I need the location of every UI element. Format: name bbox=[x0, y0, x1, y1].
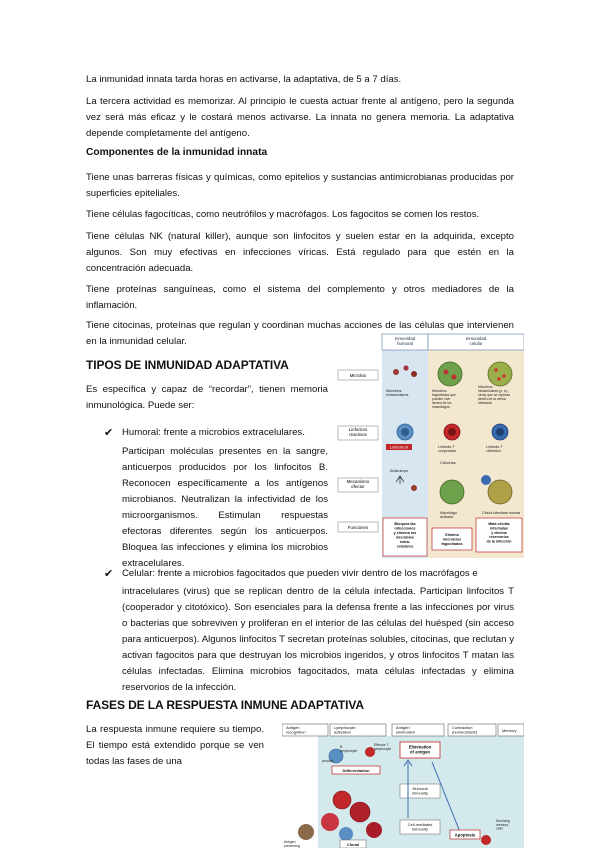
label-clonal: Clonal bbox=[346, 842, 360, 847]
bullet-cellular-body: intracelulares (virus) que se replican dentro de la célula infectada. Participan linfocitos T (cooperador y citotóxico). Son esenciales para la defensa frente a las infecciones por virus o bacterias que sobreviven y proliferan en el interior de las células del huésped (sin acceso para anticuerpos). Algunos linfocitos T secretan proteínas solubles, citocinas, que reclutan y activan fagocitos para que destruyan los microbios ingeridos, y otros linfocitos T matan las células infectadas. Elimina microbios fagocitados, mata células infectadas y elimina reservorios de la infección. bbox=[122, 586, 514, 693]
label-differentiation: Differentiation bbox=[342, 767, 370, 773]
caption-phagocytosed: Microbios fagocitados que pueden vivir dentro de los macrófagos bbox=[432, 389, 456, 409]
heading-response-phases: FASES DE LA RESPUESTA INMUNE ADAPTATIVA bbox=[86, 698, 364, 712]
label-elimination-antigen: Elimination of antigen bbox=[408, 744, 432, 755]
apoptotic-cell bbox=[481, 835, 491, 845]
phase-contraction: Contraction (homeostasis) bbox=[452, 725, 478, 735]
caption-intracellular: Microbios intracelulares (p. ej., virus) que se replican dentro de la célula infectada bbox=[478, 385, 511, 405]
figure-adaptive-immunity-types bbox=[336, 332, 524, 560]
label-b-cell: Linfocito B bbox=[390, 445, 408, 450]
label-surviving-memory: Surviving memory cells bbox=[496, 819, 510, 831]
label-antibody: Anticuerpo bbox=[390, 469, 409, 473]
paragraph-response-time: La respuesta inmune requiere su tiempo. El tiempo está extendido porque se ven todas las fases de una bbox=[86, 724, 264, 767]
label-cytokines: Citocinas bbox=[440, 461, 456, 465]
paragraph-nk-cells: Tiene células NK (natural killer), aunque son linfocitos y suelen estar en la adquirida, excepto algunos. Son muy efectivas en infecciones víricas. Está regulado para que estén en la concentración adecuada. bbox=[86, 231, 514, 274]
row-label-mechanism: Mecanismo efector bbox=[346, 479, 370, 489]
figure-response-phases bbox=[282, 722, 524, 848]
paragraph-phagocytes: Tiene células fagocíticas, como neutrófilos y macrófagos. Los fagocitos se comen los restos. bbox=[86, 209, 480, 220]
phase-elimination: Antigen elimination bbox=[396, 725, 416, 735]
col-header-cellular: Inmunidad celular bbox=[465, 336, 487, 346]
paragraph-cytokines: Tiene citocinas, proteínas que regulan y coordinan muchas acciones de las células que intervienen en la inmunidad celular. bbox=[86, 320, 514, 347]
heading-adaptive-types: TIPOS DE INMUNIDAD ADAPTATIVA bbox=[86, 358, 289, 372]
phase-activation: Lymphocyte activation bbox=[334, 725, 356, 735]
paragraph-blood-proteins: Tiene proteínas sanguíneas, como el sistema del complemento y otros mediadores de la inflamación. bbox=[86, 284, 514, 311]
phase-memory: Memory bbox=[502, 728, 517, 733]
caption-extracellular: Microbios extracelulares bbox=[386, 389, 409, 397]
heading-innate-components: Componentes de la inmunidad innata bbox=[86, 147, 268, 158]
label-cell-mediated: Cell-mediated immunity bbox=[407, 822, 433, 832]
check-icon: ✔ bbox=[104, 427, 114, 439]
paragraph-innate-timing: La inmunidad innata tarda horas en activarse, la adaptativa, de 5 a 7 días. bbox=[86, 74, 402, 85]
row-label-functions: Funciones bbox=[347, 525, 369, 530]
label-humoral-immunity: Humoral immunity bbox=[411, 786, 429, 796]
function-phagocytosed: Elimina microbios fagocitados bbox=[441, 533, 463, 546]
bullet-humoral-title: Humoral: frente a microbios extracelulares. bbox=[122, 427, 305, 438]
label-apoptosis: Apoptosis bbox=[454, 832, 476, 838]
row-label-microbe: Microbio bbox=[349, 373, 367, 378]
label-t-helper: Linfocito T cooperador bbox=[438, 445, 457, 453]
function-cellular: Mata células infectadas y elimina reservorios de la infección bbox=[486, 522, 512, 544]
label-t-cytotoxic: Linfocito T citotóxico bbox=[486, 445, 503, 453]
label-activated-macrophage: Macrófago activado bbox=[440, 511, 457, 519]
label-effector: Effector T lymphocyte bbox=[374, 743, 392, 751]
label-antigen-presenting: Antigen presenting bbox=[284, 840, 300, 848]
bullet-cellular-title: Celular: frente a microbios fagocitados que pueden vivir dentro de los macrófagos e bbox=[122, 568, 478, 579]
label-b-lymphocyte: B lymphocyte bbox=[340, 745, 358, 753]
label-dead-cell: Célula infectada muerta bbox=[482, 511, 520, 515]
label-product: product bbox=[322, 759, 334, 763]
bullet-humoral-body: Participan moléculas presentes en la sangre, anticuerpos producidos por los linfocitos B. Reconocen específicamente a los antígenos microbianos. Neutralizan la infectividad de los microorganismos. Estimulan respuestas efectoras diferentes según los anticuerpos. Bloquea las infecciones y elimina los microbios extracelulares. bbox=[122, 446, 328, 569]
paragraph-barriers: Tiene unas barreras físicas y químicas, como epitelios y sustancias antimicrobianas producidas por superficies epiteliales. bbox=[86, 172, 514, 199]
paragraph-adaptive-intro: Es específica y capaz de “recordar”, tienen memoria inmunológica. Puede ser: bbox=[86, 384, 328, 411]
row-label-lymphocytes: Linfocitos reactivos bbox=[348, 427, 368, 437]
paragraph-memory: La tercera actividad es memorizar. Al principio le cuesta actuar frente al antígeno, pero la segunda vez será más eficaz y le costará menos activarse. La innata no genera memoria. La adaptativa depende completamente del antígeno. bbox=[86, 96, 514, 139]
phase-recognition: Antigen recognition bbox=[286, 725, 306, 735]
col-header-humoral: Inmunidad humoral bbox=[394, 336, 416, 346]
function-humoral: Bloquea las infecciones y elimina los microbios extra-celulares bbox=[393, 522, 417, 549]
check-icon: ✔ bbox=[104, 568, 114, 580]
